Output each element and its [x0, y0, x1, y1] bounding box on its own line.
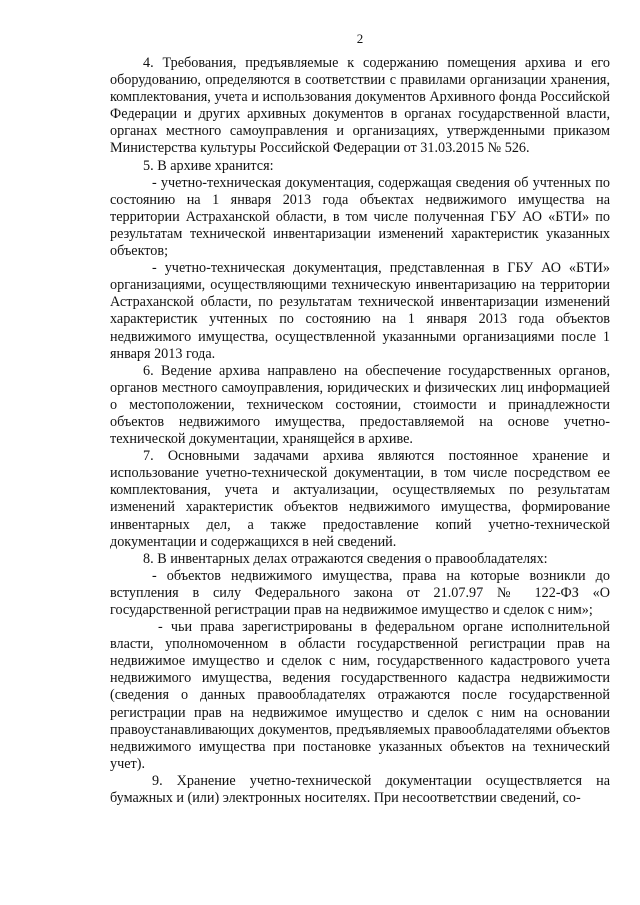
- paragraph-7-archive-tasks: 7. Основными задачами архива являются постоянное хранение и использование учетно-технической документации, в том числе посредством ее комплектования, учета и актуализации, осуществляемых по результатам изменений характеристик объектов недвижимого имущества, формирование инвентарных дел, а также предоставление копий учетно-технической документации и содержащихся в ней сведений.: [110, 448, 610, 550]
- paragraph-9-storage-media: 9. Хранение учетно-технической документации осуществляется на бумажных и (или) электронных носителях. При несоответствии сведений, со-: [110, 772, 610, 807]
- paragraph-8-item-2: - чьи права зарегистрированы в федеральном органе исполнительной власти, уполномоченном в области государственной регистрации прав на недвижимое имущество и сделок с ним, государственного кадастрового учета недвижимого имущества, ведения государственного кадастра недвижимости (сведения о данных правообладателях отражаются после государственной регистрации прав на недвижимое имущество и сделок с ним на основании правоустанавливающих документов, предъявляемых правообладателями объектов недвижимого имущества при постановке указанных объектов на технический учет).: [110, 619, 610, 772]
- paragraph-5-item-2: - учетно-техническая документация, представленная в ГБУ АО «БТИ» организациями, осуществляющими техническую инвентаризацию на территории Астраханской области, по результатам технической инвентаризации изменений характеристик учтенных по состоянию на 1 января 2013 года объектов недвижимого имущества, осуществленной указанными организациями после 1 января 2013 года.: [110, 260, 610, 362]
- page-number: 2: [356, 31, 364, 46]
- document-body: [110, 55, 610, 807]
- paragraph-5-item-1: - учетно-техническая документация, содержащая сведения об учтенных по состоянию на 1 января 2013 года объектах недвижимого имущества на территории Астраханской области, в том числе полученная ГБУ АО «БТИ» по результатам технической инвентаризации изменений характеристик указанных объектов;: [110, 174, 610, 260]
- paragraph-6-archive-purpose: 6. Ведение архива направлено на обеспечение государственных органов, органов местного самоуправления, юридических и физических лиц информацией о местоположении, техническом состоянии, стоимости и принадлежности объектов недвижимого имущества, предоставляемой на основе учетно-технической документации, хранящейся в архиве.: [110, 362, 610, 448]
- paragraph-8-right-holders: 8. В инвентарных делах отражаются сведения о правообладателях:: [143, 550, 548, 567]
- paragraph-4-archive-premises: 4. Требования, предъявляемые к содержанию помещения архива и его оборудованию, определяются в соответствии с правилами организации хранения, комплектования, учета и использования документов Архивного фонда Российской Федерации и других архивных документов в органах государственной власти, органах местного самоуправления и организациях, утвержденными приказом Министерства культуры Российской Федерации от 31.03.2015 № 526.: [110, 55, 610, 157]
- paragraph-5-archive-contents: 5. В архиве хранится:: [143, 157, 274, 174]
- paragraph-8-item-1: - объектов недвижимого имущества, права на которые возникли до вступления в силу Федерального закона от 21.07.97 № 122-ФЗ «О государственной регистрации прав на недвижимое имущество и сделок с ним»;: [110, 567, 610, 618]
